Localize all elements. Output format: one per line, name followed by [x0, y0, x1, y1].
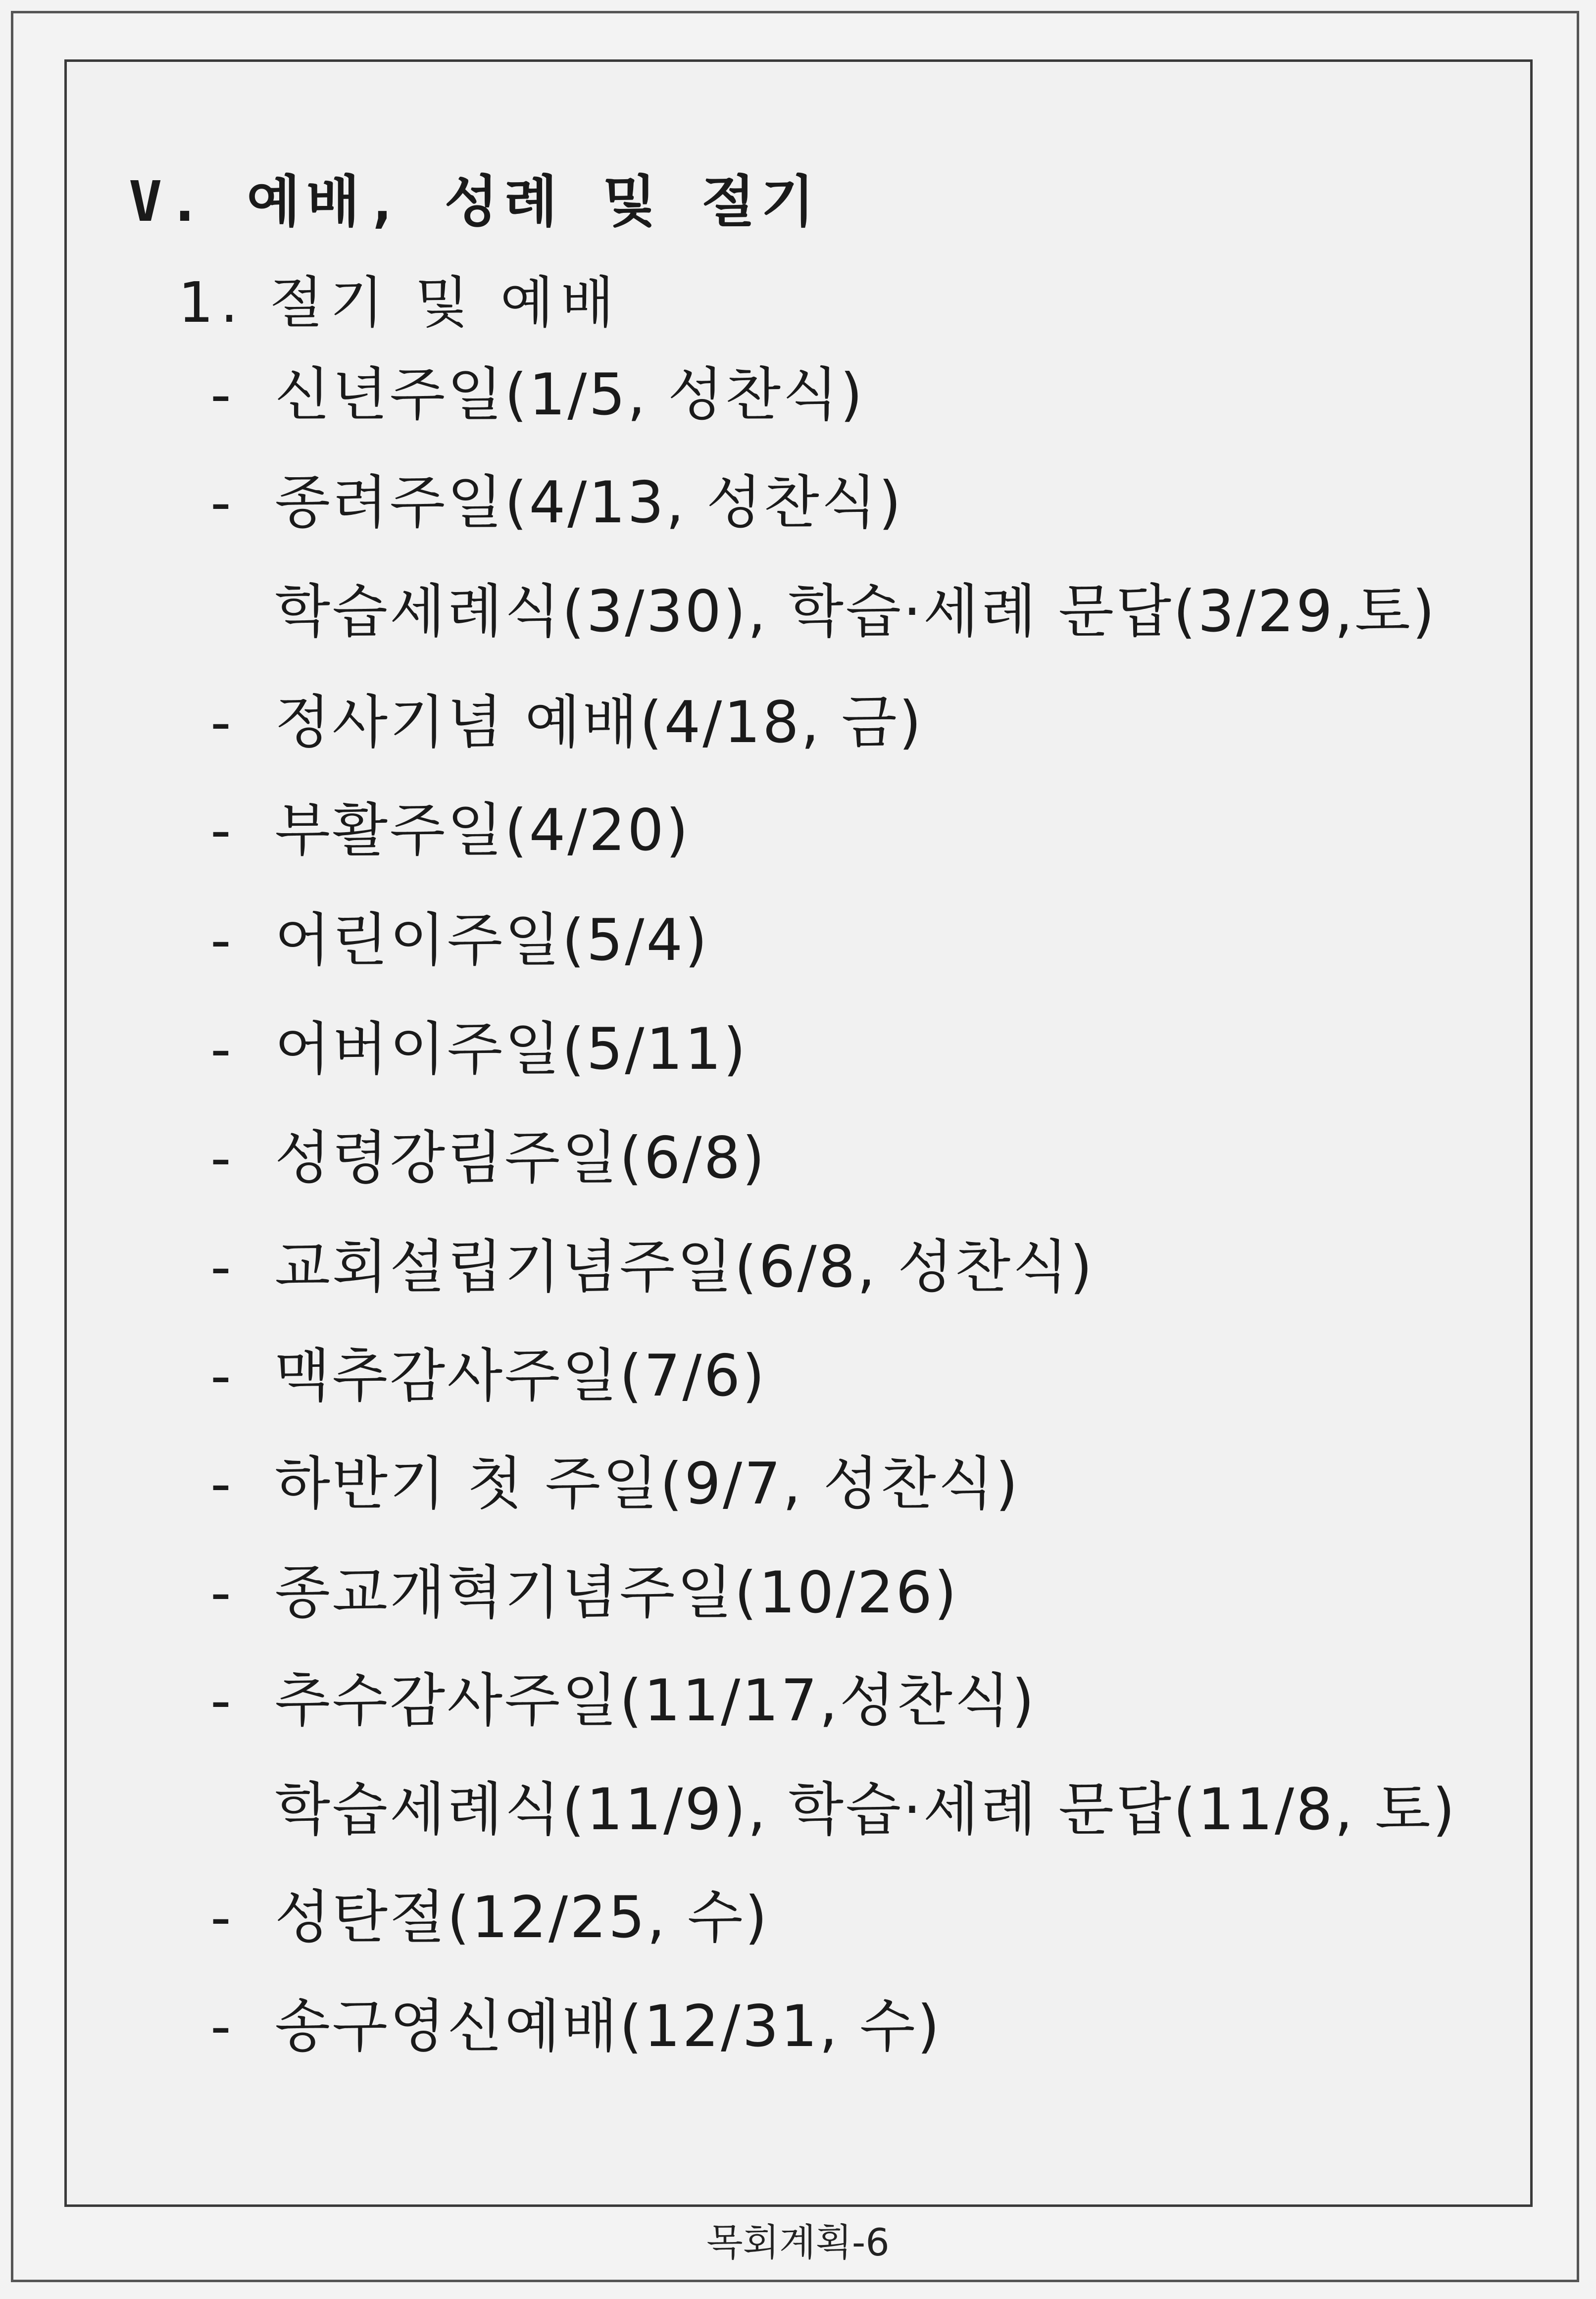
bullet-dash: -	[210, 1125, 231, 1192]
bullet-dash: -	[210, 689, 231, 756]
list-item: 맥추감사주일(7/6)	[275, 1343, 767, 1409]
list-item: 성탄절(12/25, 수)	[275, 1884, 769, 1951]
list-item: 부활주일(4/20)	[275, 797, 691, 864]
list-item-continuation: 학습세례식(3/30), 학습·세례 문답(3/29,토)	[275, 578, 1437, 645]
page-footer: 목회계획-6	[706, 2220, 890, 2264]
bullet-dash: -	[210, 907, 231, 974]
list-item-continuation: 학습세례식(11/9), 학습·세례 문답(11/8, 토)	[275, 1776, 1457, 1843]
list-item: 정사기념 예배(4/18, 금)	[275, 689, 924, 756]
bullet-dash: -	[210, 1559, 231, 1626]
bullet-dash: -	[210, 469, 231, 536]
section-title: V. 예배, 성례 및 절기	[129, 170, 821, 234]
list-item: 신년주일(1/5, 성찬식)	[275, 361, 865, 428]
list-item: 어버이주일(5/11)	[275, 1016, 748, 1083]
bullet-dash: -	[210, 1993, 231, 2060]
list-item: 성령강림주일(6/8)	[275, 1125, 767, 1192]
bullet-dash: -	[210, 1234, 231, 1300]
list-item: 추수감사주일(11/17,성찬식)	[275, 1667, 1037, 1734]
bullet-dash: -	[210, 797, 231, 864]
bullet-dash: -	[210, 1450, 231, 1517]
bullet-dash: -	[210, 1884, 231, 1951]
list-item: 종교개혁기념주일(10/26)	[275, 1559, 959, 1626]
bullet-dash: -	[210, 361, 231, 428]
list-item: 종려주일(4/13, 성찬식)	[275, 469, 903, 536]
list-item: 하반기 첫 주일(9/7, 성찬식)	[275, 1450, 1020, 1517]
bullet-dash: -	[210, 1667, 231, 1734]
bullet-dash: -	[210, 1343, 231, 1409]
bullet-dash: -	[210, 1016, 231, 1083]
list-item: 어린이주일(5/4)	[275, 907, 709, 974]
subsection-title: 1. 절기 및 예배	[178, 271, 621, 335]
list-item: 교회설립기념주일(6/8, 성찬식)	[275, 1234, 1095, 1300]
list-item: 송구영신예배(12/31, 수)	[275, 1993, 942, 2060]
